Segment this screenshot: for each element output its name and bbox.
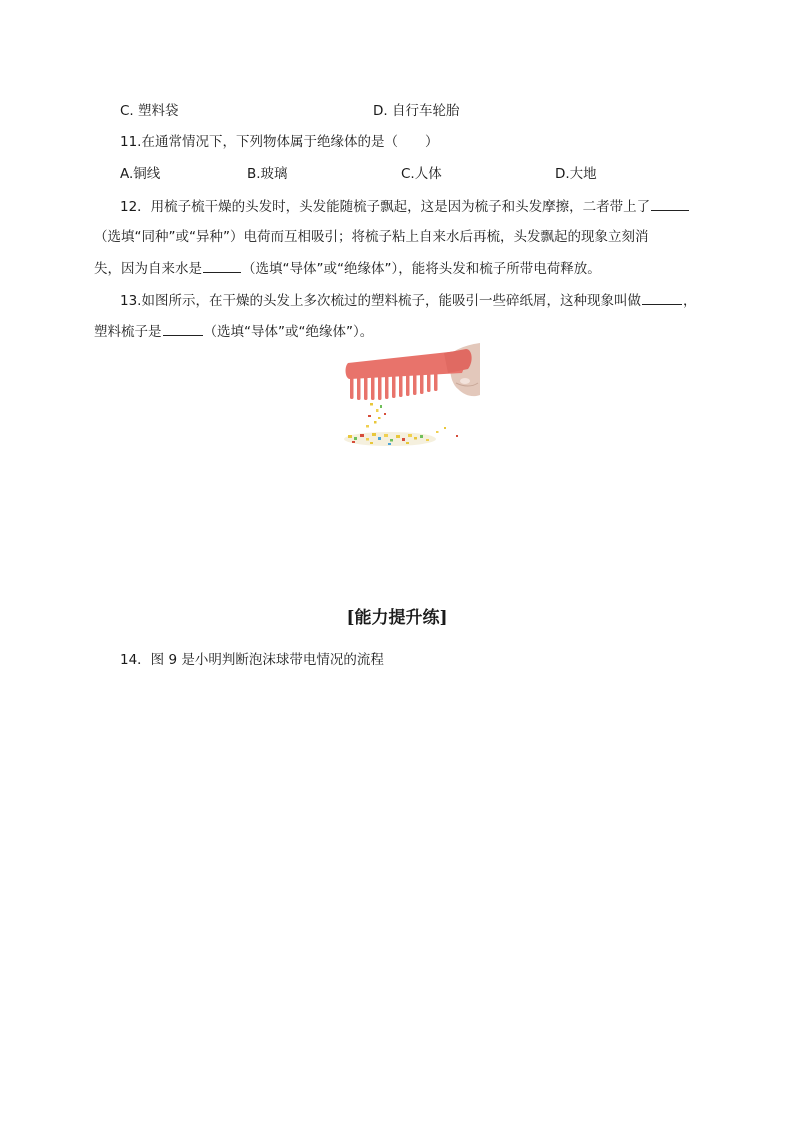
section-title: [能力提升练] [346, 608, 448, 628]
q12-text-1: 12．用梳子梳干燥的头发时，头发能随梳子飘起，这是因为梳子和头发摩擦，二者带上了 [120, 199, 651, 215]
q11-option-b: B.玻璃 [247, 166, 288, 182]
q14-stem: 14．图 9 是小明判断泡沫球带电情况的流程 [120, 652, 384, 668]
q13-text-2b: （选填“导体”或“绝缘体”）。 [203, 324, 374, 340]
q11-option-a: A.铜线 [120, 166, 161, 182]
q13-blank-2[interactable] [163, 321, 203, 336]
q12-text-3a: 失，因为自来水是 [94, 261, 202, 277]
q11-stem: 11.在通常情况下，下列物体属于绝缘体的是（ ） [120, 134, 439, 150]
q13-blank-1[interactable] [642, 290, 682, 305]
q13-line-1 [120, 290, 696, 311]
q12-line-3 [94, 258, 601, 279]
q13-text-1: 13.如图所示，在干燥的头发上多次梳过的塑料梳子，能吸引一些碎纸屑，这种现象叫做 [120, 293, 641, 309]
q12-text-3b: （选填“导体”或“绝缘体”），能将头发和梳子所带电荷释放。 [242, 261, 601, 277]
comb-paper-figure [340, 343, 480, 448]
q13-line-2 [94, 321, 373, 342]
q13-text-2a: 塑料梳子是 [94, 324, 162, 340]
q12-blank-2[interactable] [203, 258, 241, 273]
q11-option-c: C.人体 [401, 166, 442, 182]
q10-option-c: C. 塑料袋 [120, 103, 179, 119]
q12-line-1 [120, 196, 690, 217]
q10-option-d: D. 自行车轮胎 [373, 103, 460, 119]
q13-text-1-end: ， [682, 293, 697, 309]
q12-line-2: （选填“同种”或“异种”）电荷而互相吸引；将梳子粘上自来水后再梳，头发飘起的现象立刻消 [94, 229, 649, 245]
q12-blank-1[interactable] [651, 196, 689, 211]
q11-option-d: D.大地 [555, 166, 597, 182]
